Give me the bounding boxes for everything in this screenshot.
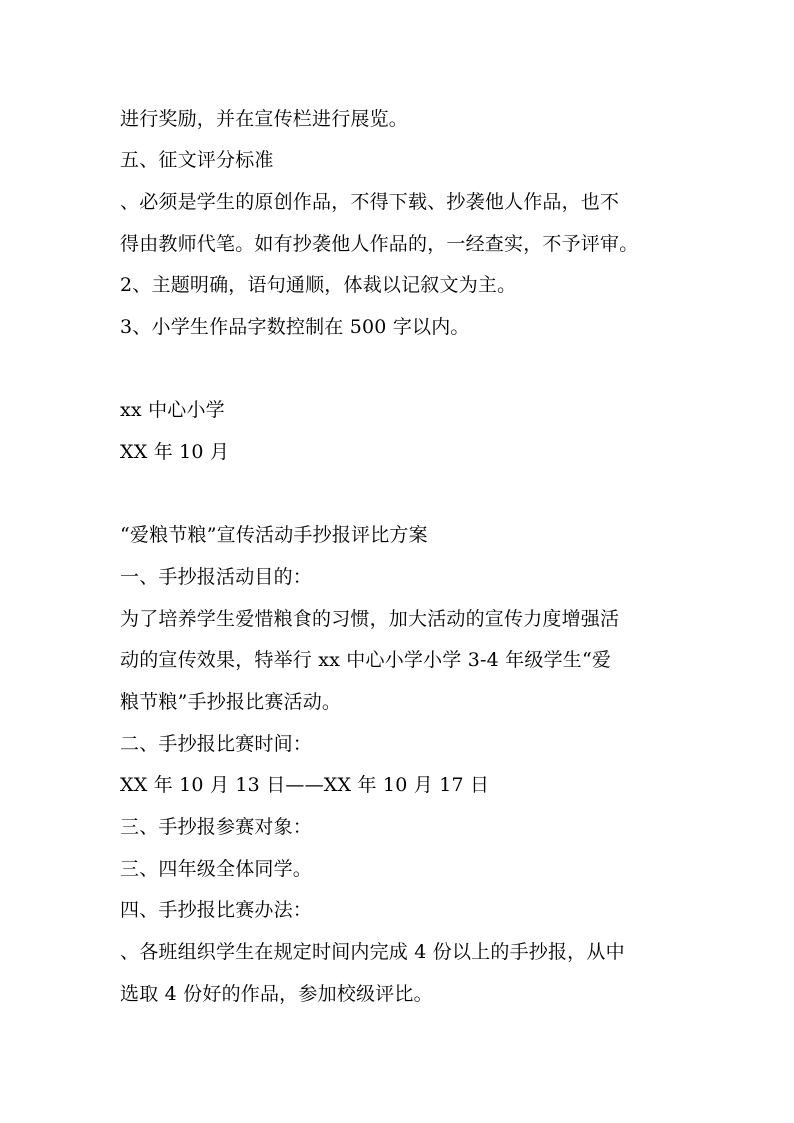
text-line: 动的宣传效果，特举行 xx 中心小学小学 3-4 年级学生“爱 [120, 649, 612, 671]
section-heading: 五、征文评分标准 [120, 149, 274, 171]
text-line: 、必须是学生的原创作品，不得下载、抄袭他人作品，也不 [120, 191, 620, 213]
text-line: 三、四年级全体同学。 [120, 858, 313, 880]
section-heading: 二、手抄报比赛时间： [120, 733, 313, 755]
text-line: XX 年 10 月 13 日——XX 年 10 月 17 日 [120, 774, 490, 796]
text-line: 选取 4 份好的作品，参加校级评比。 [120, 983, 433, 1005]
text-line: 、各班组织学生在规定时间内完成 4 份以上的手抄报，从中 [120, 941, 625, 963]
text-line: 得由教师代笔。如有抄袭他人作品的，一经查实，不予评审。 [120, 233, 639, 255]
signature-school: xx 中心小学 [120, 399, 225, 421]
text-line: 为了培养学生爱惜粮食的习惯，加大活动的宣传力度增强活 [120, 608, 620, 630]
document-title: “爱粮节粮”宣传活动手抄报评比方案 [120, 524, 428, 546]
text-line: 2、主题明确，语句通顺，体裁以记叙文为主。 [120, 274, 517, 296]
section-heading: 三、手抄报参赛对象： [120, 816, 313, 838]
section-heading: 一、手抄报活动目的： [120, 566, 313, 588]
text-line: 粮节粮”手抄报比赛活动。 [120, 691, 342, 713]
section-heading: 四、手抄报比赛办法： [120, 899, 313, 921]
signature-date: XX 年 10 月 [120, 441, 230, 463]
text-line: 进行奖励，并在宣传栏进行展览。 [120, 108, 409, 130]
text-line: 3、小学生作品字数控制在 500 字以内。 [120, 316, 470, 338]
